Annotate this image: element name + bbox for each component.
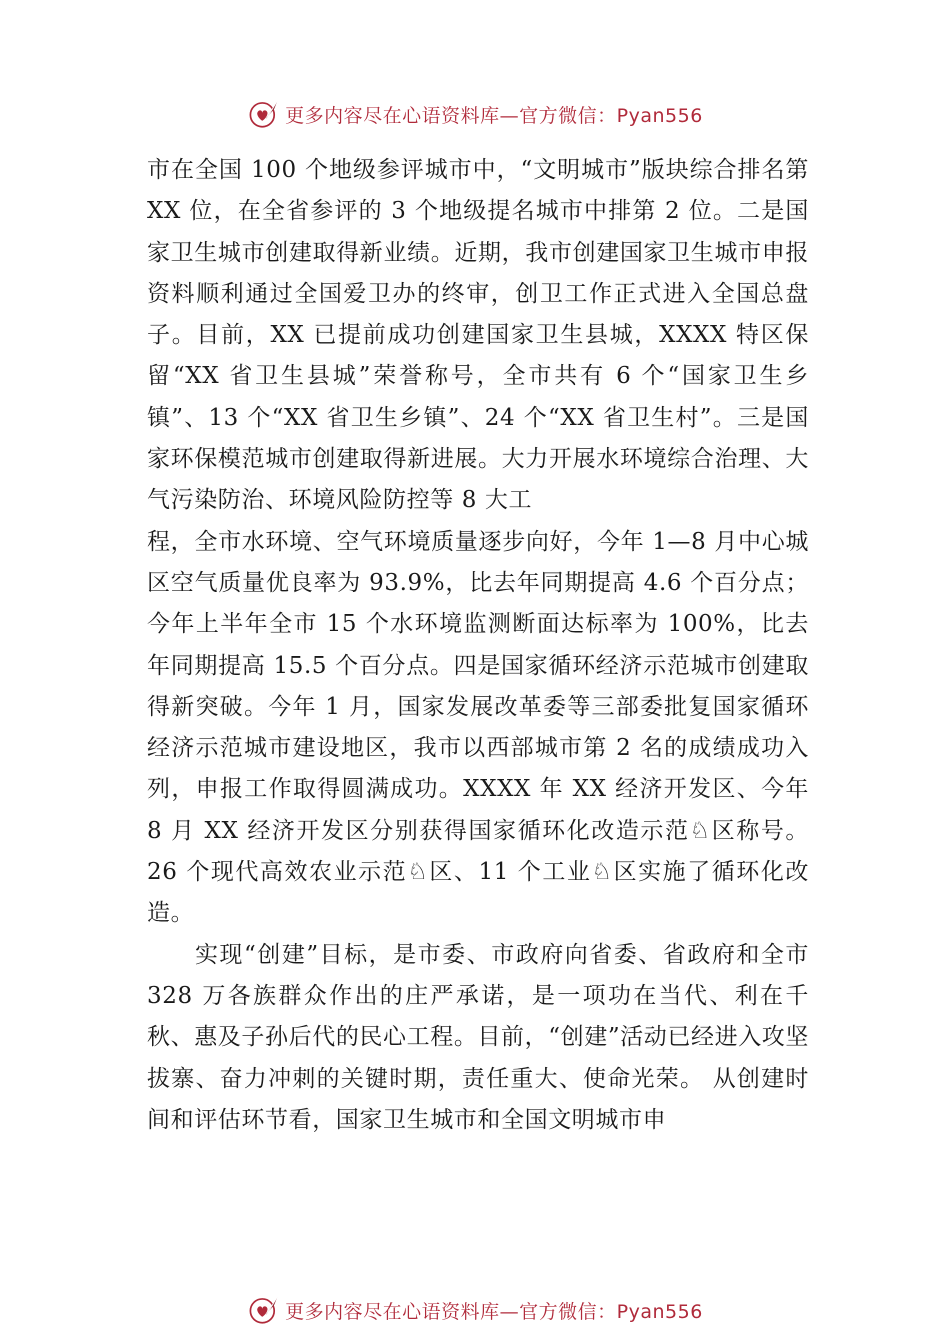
document-body bbox=[147, 150, 809, 1141]
banner-text: 更多内容尽在心语资料库—官方微信：Pyan556 bbox=[285, 1300, 703, 1323]
paragraph: 市在全国 100 个地级参评城市中，“文明城市”版块综合排名第 XX 位，在全省参评的 3 个地级提名城市中排第 2 位。二是国家卫生城市创建取得新业绩。近期，我市创建国家卫生城市申报资料顺利通过全国爱卫办的终审，创卫工作正式进入全国总盘子。目前，XX 已提前成功创建国家卫生县城，XXXX 特区保留“XX 省卫生县城”荣誉称号，全市共有 6 个“国家卫生乡镇”、13 个“XX 省卫生乡镇”、24 个“XX 省卫生村”。三是国家环保模范城市创建取得新进展。大力开展水环境综合治理、大气污染防治、环境风险防控等 8 大工 bbox=[147, 157, 809, 514]
banner-text: 更多内容尽在心语资料库—官方微信：Pyan556 bbox=[285, 104, 703, 127]
wechat-id: Pyan556 bbox=[616, 1300, 703, 1323]
paragraph: 程，全市水环境、空气环境质量逐步向好，今年 1—8 月中心城区空气质量优良率为 93.9%，比去年同期提高 4.6 个百分点；今年上半年全市 15 个水环境监测断面达标率为 100%，比去年同期提高 15.5 个百分点。四是国家循环经济示范城市创建取得新突破。今年 1 月，国家发展改革委等三部委批复国家循环经济示范城市建设地区，我市以西部城市第 2 名的成绩成功入列，申报工作取得圆满成功。XXXX 年 XX 经济开发区、今年 8 月 XX 经济开发区分别获得国家循环化改造示范♘区称号。26 个现代高效农业示范♘区、11 个工业♘区实施了循环化改造。 bbox=[147, 528, 809, 927]
footer-banner bbox=[0, 1292, 950, 1328]
quill-heart-logo-icon bbox=[247, 1293, 281, 1327]
paragraph: 实现“创建”目标，是市委、市政府向省委、省政府和全市 328 万各族群众作出的庄严承诺，是一项功在当代、利在千秋、惠及子孙后代的民心工程。目前，“创建”活动已经进入攻坚拔寨、奋力冲刺的关键时期，责任重大、使命光荣。 从创建时间和评估环节看，国家卫生城市和全国文明城市申 bbox=[147, 941, 809, 1133]
quill-heart-logo-icon bbox=[247, 97, 281, 131]
header-banner bbox=[0, 96, 950, 132]
wechat-id: Pyan556 bbox=[616, 104, 703, 127]
